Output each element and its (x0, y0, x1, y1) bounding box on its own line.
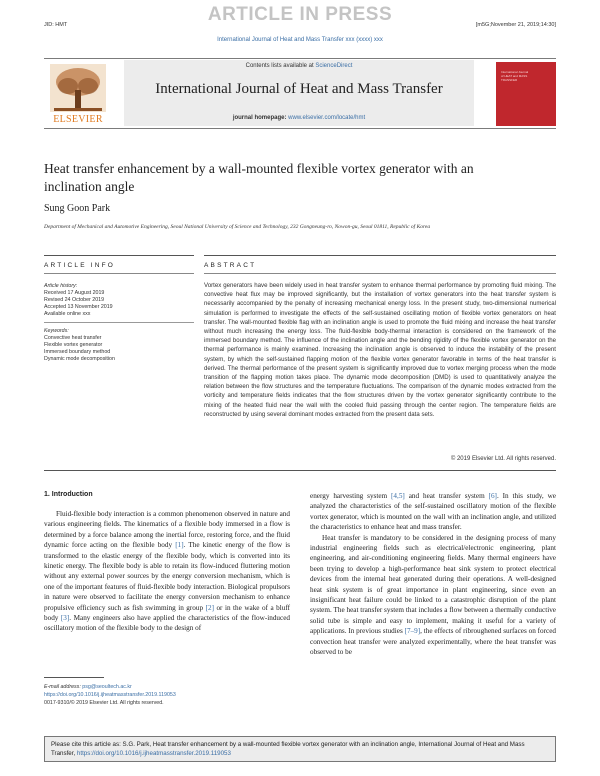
sciencedirect-link[interactable]: ScienceDirect (315, 63, 353, 69)
footnote (44, 683, 294, 707)
abstract-text: Vortex generators have been widely used in heat transfer system to enhance thermal performance by promoting fluid mixing. The convective heat flux may be improved significantly, but the installation of vortex generators into the heat transfer system is necessarily accompanied by the penalty of increasing mechanical energy loss. In the present study, two-dimensional numerical simulation is performed to investigate the effects of the self-sustained oscillating motion of flexible vortex generators on heat transfer. The wall-mounted flexible flag with an inclination angle is used to promote the fluid mixing and increase the heat transfer without much increasing the energy loss. The fluid-flexible body-thermal interaction is considered on the framework of the immersed boundary method. The influence of the inclination angle and the bending rigidity of the flexible vortex generator on the thermal performance is mainly examined. Increasing the inclination angle is observed to induce the instability of the present system, by which the self-sustained flapping motion of the flexible vortex generator favorable in terms of the heat transfer is derived. The thermal performance of the present system is significantly improved due to vortex merging process when the mode transition of the flapping motion takes place. The dynamic mode decomposition (DMD) is used to quantitatively analyze the relation between the flow structures and the temperature fluctuations. The comparison of the dynamic modes extracted from the vorticity and temperature fields indicates that the flow structures driven by the vortex generator significantly contribute to the mixing of the heated fluid near the wall with the cooled fluid passing through the center region. The temperature fields are reconstructed by using several dominant modes extracted from the present data sets. (204, 282, 556, 418)
abstract-heading: ABSTRACT (204, 262, 257, 269)
article-in-press-banner: ARTICLE IN PRESS (207, 4, 393, 25)
abstract-subrule (204, 273, 556, 274)
intro-column-right (310, 491, 556, 658)
history-label: Article history: (44, 283, 78, 289)
intro-column-left (44, 509, 290, 634)
intro-paragraph (44, 509, 290, 634)
masthead (44, 58, 556, 130)
article-title: Heat transfer enhancement by a wall-mounted flexible vortex generator with an inclination angle (44, 161, 474, 194)
citation-link[interactable]: [6] (488, 492, 497, 500)
article-info-subrule (44, 273, 194, 274)
homepage-prefix: journal homepage: (232, 115, 287, 121)
intro-text: , the effects of ribroughened surfaces on forced convection heat transfer were analyzed experimentally, where the heat transfer was observed to be (310, 627, 556, 657)
intro-text: and heat transfer system (404, 492, 489, 500)
intro-text: Fluid-flexible body interaction is a common phenomenon observed in nature and various engineering fields. The kinematics of a flexible body immersed in a flow is determined by a force balance among the inertial force, restoring force, and the fluid dynamic force acting on the flexible body (44, 510, 290, 550)
cite-doi-link[interactable]: https://doi.org/10.1016/j.ijheatmasstransfer.2019.119053 (76, 750, 231, 757)
introduction-heading: 1. Introduction (44, 491, 93, 498)
citation-link[interactable]: [4,5] (391, 492, 405, 500)
masthead-center (124, 60, 474, 126)
email-label: E-mail address: (44, 684, 81, 690)
intro-text: energy harvesting system (310, 492, 392, 500)
intro-paragraph (310, 491, 556, 533)
keywords-label: Keywords: (44, 328, 69, 334)
doi-link[interactable]: https://doi.org/10.1016/j.ijheatmasstransfer.2019.119053 (44, 692, 176, 698)
author-name[interactable]: Sung Goon Park (44, 203, 111, 214)
keyword: Convective heat transfer (44, 335, 102, 341)
cite-box (44, 736, 556, 762)
homepage-link[interactable]: www.elsevier.com/locate/hmt (288, 115, 366, 121)
history-item: Revised 24 October 2019 (44, 297, 105, 303)
journal-title: International Journal of Heat and Mass Transfer (155, 81, 443, 97)
footnote-rule (44, 677, 104, 678)
citation-link[interactable]: [3] (60, 614, 70, 623)
contents-line (124, 63, 474, 69)
article-info (44, 283, 194, 363)
abstract-bottom-rule (44, 470, 556, 471)
abstract-rule (204, 255, 556, 256)
cover-text: International Journal of HEAT and MASS TRANSFER (501, 70, 529, 82)
history-item: Received 17 August 2019 (44, 290, 105, 296)
journal-id: JID: HMT (44, 22, 68, 28)
journal-citation-line[interactable]: International Journal of Heat and Mass Transfer xxx (xxxx) xxx (217, 37, 383, 43)
intro-paragraph (310, 533, 556, 658)
intro-text: or in the wake of a bluff body (44, 603, 290, 623)
citation-link[interactable]: [7–9] (404, 627, 421, 636)
history-item: Accepted 13 November 2019 (44, 304, 113, 310)
article-info-heading: ARTICLE INFO (44, 262, 116, 269)
author-affiliation: Department of Mechanical and Automotive Engineering, Seoul National University of Science and Technology, 232 Gongneung-ro, Nowon-gu, Seoul 01811, Republic of Korea (44, 224, 431, 230)
intro-text: . In this study, we analyzed the characteristics of the self-sustained oscillatory motion of the flexible vortex generator, which is mounted on the wall with an inclination angle, and utilized the characteristics to enhance heat and mass transfer. (310, 492, 556, 532)
keyword: Immersed boundary method (44, 349, 111, 355)
intro-text: Heat transfer is mandatory to be considered in the designing process of many industrial engineering fields such as electrical/electronic engineering, plant engineering, and air-conditioning engineering fields. Many thermal engineers have been trying to develop a high-performance heat sink system to protect electrical devices from the internal heat generated during their operations. A well-designed heat sink system is of great importance in plant engineering, since even an insignificant heat failure could be linked to a catastrophic disruption of the plant system. The heat transfer system that includes a flow between a thermally conductive solid tube is simple and easy to implement, making it useful for a variety of applications. In previous studies (310, 533, 556, 636)
keyword: Flexible vortex generator (44, 342, 103, 348)
publisher-name: ELSEVIER (53, 114, 103, 125)
author-email-link[interactable]: psg@seoultech.ac.kr (82, 684, 132, 690)
keyword: Dynamic mode decomposition (44, 356, 115, 362)
intro-text: . The kinetic energy of the flow is transformed to the elastic energy of the flexible body, which is converted into its kinetic energy. The flexible body is able to retain its flow-induced fluttering motion without any external power sources by the energy conversion mechanism, which is one of the important features of fluid-flexible body interaction. Biological propulsors in nature were observed to facilitate the energy conversion mechanism to enhance propulsive efficiency such as fish swimming in group (44, 541, 290, 612)
intro-text: . Many engineers also have applied the characteristics of the flow-induced oscillatory motion of the flexible body to the design of (44, 614, 290, 633)
cite-text: Please cite this article as: S.G. Park, Heat transfer enhancement by a wall-mounted flexible vortex generator with an inclination angle, International Journal of Heat and Mass Transfer, (51, 741, 525, 757)
masthead-bottom-rule (44, 128, 556, 129)
masthead-top-rule (44, 58, 556, 59)
contents-prefix: Contents lists available at (245, 63, 314, 69)
citation-link[interactable]: [1] (175, 541, 184, 550)
issn-line: 0017-9310/© 2019 Elsevier Ltd. All rights reserved. (44, 700, 164, 706)
citation-link[interactable]: [2] (205, 603, 214, 612)
article-info-rule (44, 255, 194, 256)
homepage-line (124, 115, 474, 121)
history-item: Available online xxx (44, 311, 91, 317)
build-stamp: [m5G;November 21, 2019;14:30] (475, 22, 556, 28)
journal-cover-thumbnail[interactable] (496, 62, 556, 126)
abstract-copyright: © 2019 Elsevier Ltd. All rights reserved. (450, 456, 556, 462)
